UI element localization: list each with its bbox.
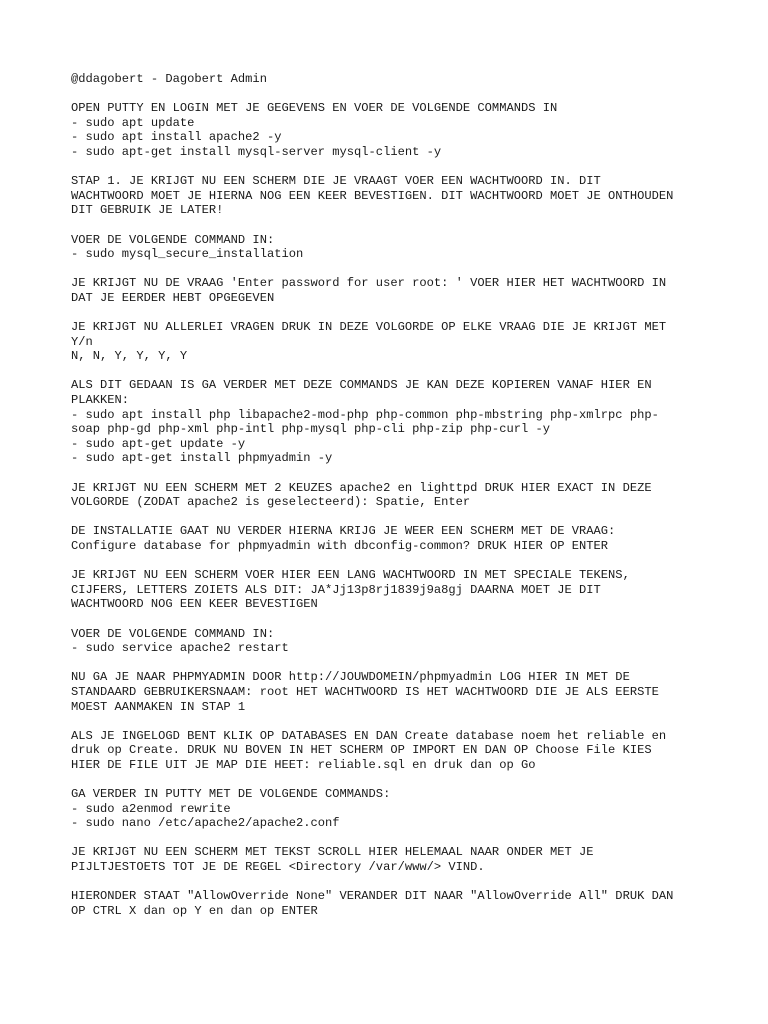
text-line: OPEN PUTTY EN LOGIN MET JE GEGEVENS EN VOER DE VOLGENDE COMMANDS IN <box>71 101 558 116</box>
text-line: Configure database for phpmyadmin with dbconfig-common? DRUK HIER OP ENTER <box>71 539 609 553</box>
paragraph-rewrite-commands <box>71 787 711 831</box>
text-line: OP CTRL X dan op Y en dan op ENTER <box>71 903 318 918</box>
text-line: DE INSTALLATIE GAAT NU VERDER HIERNA KRIJG JE WEER EEN SCHERM MET DE VRAAG: <box>71 524 616 539</box>
paragraph-configure-database <box>71 524 711 553</box>
text-line: STANDAARD GEBRUIKERSNAAM: root HET WACHTWOORD IS HET WACHTWOORD DIE JE ALS EERSTE <box>71 684 659 699</box>
paragraph-scroll <box>71 845 711 874</box>
text-line: VOER DE VOLGENDE COMMAND IN: <box>71 626 275 641</box>
text-line: NU GA JE NAAR PHPMYADMIN DOOR http://JOUWDOMEIN/phpmyadmin LOG HIER IN MET DE <box>71 670 630 685</box>
paragraph-enter-password <box>71 276 711 305</box>
paragraph-create-database <box>71 729 711 773</box>
text-line: JE KRIJGT NU EEN SCHERM VOER HIER EEN LANG WACHTWOORD IN MET SPECIALE TEKENS, <box>71 568 630 583</box>
paragraph-choices <box>71 481 711 510</box>
command-line: - sudo a2enmod rewrite <box>71 801 231 816</box>
paragraph-php-commands <box>71 378 711 466</box>
text-line: MOEST AANMAKEN IN STAP 1 <box>71 699 246 714</box>
paragraph-long-password <box>71 568 711 612</box>
text-line: HIERONDER STAAT "AllowOverride None" VERANDER DIT NAAR "AllowOverride All" DRUK DAN <box>71 889 674 904</box>
text-line: CIJFERS, LETTERS ZOIETS ALS DIT: JA*Jj13p8rj1839j9a8gj DAARNA MOET JE DIT <box>71 582 601 597</box>
command-line: - sudo apt install php libapache2-mod-php php-common php-mbstring php-xmlrpc php- <box>71 407 659 422</box>
text-line: PLAKKEN: <box>71 393 130 408</box>
text-line: GA VERDER IN PUTTY MET DE VOLGENDE COMMANDS: <box>71 787 391 802</box>
text-line: druk op Create. DRUK NU BOVEN IN HET SCHERM OP IMPORT EN DAN OP Choose File KIES <box>71 743 652 758</box>
command-line: - sudo service apache2 restart <box>71 641 289 656</box>
text-line: ALS DIT GEDAAN IS GA VERDER MET DEZE COMMANDS JE KAN DEZE KOPIEREN VANAF HIER EN <box>71 378 652 393</box>
text-line: STAP 1. JE KRIJGT NU EEN SCHERM DIE JE VRAAGT VOER EEN WACHTWOORD IN. DIT <box>71 174 601 189</box>
command-line: - sudo apt-get install phpmyadmin -y <box>71 451 333 466</box>
text-line: @ddagobert - Dagobert Admin <box>71 72 267 86</box>
command-line: - sudo nano /etc/apache2/apache2.conf <box>71 816 340 831</box>
text-line: HIER DE FILE UIT JE MAP DIE HEET: reliable.sql en druk dan op Go <box>71 757 536 772</box>
paragraph-header <box>71 72 711 87</box>
text-line: ALS JE INGELOGD BENT KLIK OP DATABASES EN DAN Create database noem het reliable en <box>71 728 667 743</box>
paragraph-phpmyadmin-login <box>71 670 711 714</box>
command-line: - sudo mysql_secure_installation <box>71 247 304 262</box>
text-line: JE KRIJGT NU DE VRAAG 'Enter password for user root: ' VOER HIER HET WACHTWOORD IN <box>71 276 667 291</box>
text-line: Y/n <box>71 334 93 349</box>
paragraph-restart <box>71 627 711 656</box>
text-line: JE KRIJGT NU EEN SCHERM MET 2 KEUZES apache2 en lighttpd DRUK HIER EXACT IN DEZE <box>71 480 652 495</box>
text-line: WACHTWOORD MOET JE HIERNA NOG EEN KEER BEVESTIGEN. DIT WACHTWOORD MOET JE ONTHOUDEN <box>71 188 674 203</box>
paragraph-secure-installation <box>71 233 711 262</box>
text-line: PIJLTJESTOETS TOT JE DE REGEL <Directory /var/www/> VIND. <box>71 860 485 875</box>
text-line: N, N, Y, Y, Y, Y <box>71 349 188 364</box>
text-line: WACHTWOORD NOG EEN KEER BEVESTIGEN <box>71 597 318 612</box>
text-line: DAT JE EERDER HEBT OPGEGEVEN <box>71 290 275 305</box>
command-line: soap php-gd php-xml php-intl php-mysql php-cli php-zip php-curl -y <box>71 422 550 437</box>
text-line: JE KRIJGT NU ALLERLEI VRAGEN DRUK IN DEZE VOLGORDE OP ELKE VRAAG DIE JE KRIJGT MET <box>71 320 667 335</box>
command-line: - sudo apt install apache2 -y <box>71 130 282 145</box>
document-page <box>71 72 711 933</box>
paragraph-step-1 <box>71 174 711 218</box>
text-line: VOER DE VOLGENDE COMMAND IN: <box>71 232 275 247</box>
paragraph-questions <box>71 320 711 364</box>
paragraph-install-commands <box>71 101 711 159</box>
command-line: - sudo apt-get update -y <box>71 436 246 451</box>
text-line: DIT GEBRUIK JE LATER! <box>71 203 224 218</box>
command-line: - sudo apt update <box>71 115 195 130</box>
text-line: JE KRIJGT NU EEN SCHERM MET TEKST SCROLL HIER HELEMAAL NAAR ONDER MET JE <box>71 845 594 860</box>
paragraph-allow-override <box>71 889 711 918</box>
text-line: VOLGORDE (ZODAT apache2 is geselecteerd): Spatie, Enter <box>71 495 471 510</box>
command-line: - sudo apt-get install mysql-server mysql-client -y <box>71 144 442 159</box>
